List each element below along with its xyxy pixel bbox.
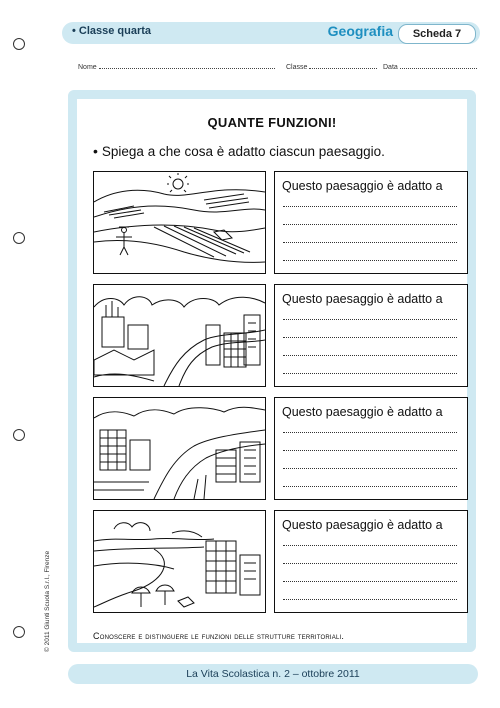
instruction — [93, 143, 385, 159]
answer-box-4[interactable] — [274, 510, 468, 613]
answer-prompt: Questo paesaggio è adatto a — [282, 292, 443, 306]
answer-box-3[interactable] — [274, 397, 468, 500]
worksheet-title: QUANTE FUNZIONI! — [207, 115, 337, 130]
issue-footer: La Vita Scolastica n. 2 – ottobre 2011 — [68, 664, 478, 684]
answer-line[interactable] — [283, 337, 457, 338]
answer-line[interactable] — [283, 432, 457, 433]
date-label: Data — [383, 64, 398, 71]
city-landscape-picture — [93, 397, 266, 500]
learning-objective: Conoscere e distinguere le funzioni delle strutture territoriali. — [93, 631, 345, 641]
class-label: • Classe quarta — [72, 25, 152, 37]
answer-line[interactable] — [283, 224, 457, 225]
answer-line[interactable] — [283, 373, 457, 374]
answer-line[interactable] — [283, 468, 457, 469]
answer-box-2[interactable] — [274, 284, 468, 387]
industrial-landscape-picture — [93, 284, 266, 387]
answer-line[interactable] — [283, 242, 457, 243]
answer-prompt: Questo paesaggio è adatto a — [282, 405, 443, 419]
worksheet-frame — [68, 90, 476, 652]
class-field-label: Classe — [286, 64, 308, 71]
binder-hole-3 — [13, 429, 25, 441]
binder-hole-4 — [13, 626, 25, 638]
subject-title: Geografia — [327, 23, 393, 39]
instruction-bullet: • — [93, 143, 98, 159]
answer-line[interactable] — [283, 486, 457, 487]
instruction-text: Spiega a che cosa è adatto ciascun paesaggio. — [101, 144, 385, 159]
answer-line[interactable] — [283, 319, 457, 320]
seaside-landscape-picture — [93, 510, 266, 613]
name-label: Nome — [78, 64, 97, 71]
answer-line[interactable] — [283, 581, 457, 582]
class-field[interactable] — [286, 62, 377, 71]
binder-hole-2 — [13, 232, 25, 244]
copyright: © 2011 Giunti Scuola S.r.l., Firenze — [44, 550, 51, 652]
answer-line[interactable] — [283, 545, 457, 546]
answer-prompt: Questo paesaggio è adatto a — [282, 179, 443, 193]
countryside-landscape-picture — [93, 171, 266, 274]
answer-box-1[interactable] — [274, 171, 468, 274]
answer-line[interactable] — [283, 563, 457, 564]
answer-prompt: Questo paesaggio è adatto a — [282, 518, 443, 532]
answer-line[interactable] — [283, 206, 457, 207]
name-field[interactable] — [78, 62, 275, 71]
answer-line[interactable] — [283, 355, 457, 356]
header-bar — [62, 22, 480, 44]
binder-hole-1 — [13, 38, 25, 50]
date-field[interactable] — [383, 62, 477, 71]
scheda-badge: Scheda 7 — [398, 24, 476, 44]
answer-line[interactable] — [283, 260, 457, 261]
answer-line[interactable] — [283, 599, 457, 600]
answer-line[interactable] — [283, 450, 457, 451]
